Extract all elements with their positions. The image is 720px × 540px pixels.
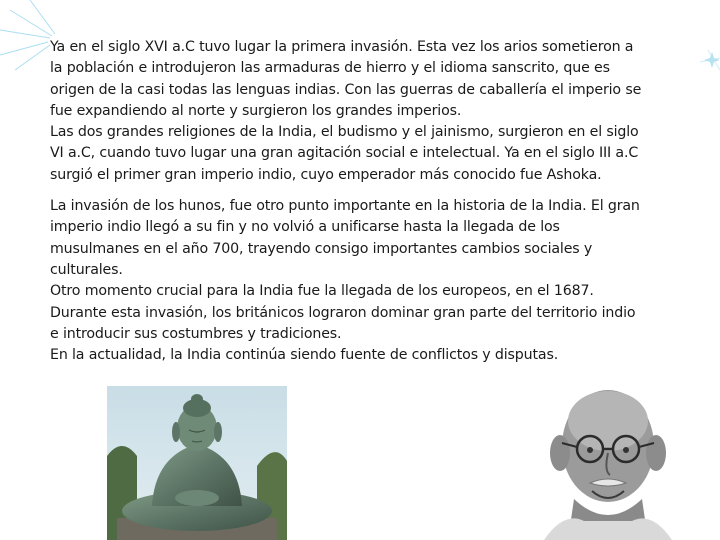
body-text: [50, 37, 690, 366]
buddha-statue-photo: [107, 386, 287, 540]
gandhi-portrait-photo: [524, 381, 688, 540]
paragraph-2: La invasión de los hunos, fue otro punto importante en la historia de la India. El gran imperio indio llegó a su fin y no volvió a unificarse hasta la llegada de los musulmanes en el año 700, trayendo consigo importantes cambios sociales y culturales. Otro momento crucial para la India fue la llegada de los europeos, en el 1687. Durante esta invasión, los británicos lograron dominar gran parte del territorio indio e introducir sus costumbres y tradiciones. En la actualidad, la India continúa siendo fuente de conflictos y disputas.: [50, 198, 640, 364]
paragraph-1: Ya en el siglo XVI a.C tuvo lugar la primera invasión. Esta vez los arios sometieron a la población e introdujeron las armaduras de hierro y el idioma sanscrito, que es origen de la casi todas las lenguas indias. Con las guerras de caballería el imperio se fue expandiendo al norte y surgieron los grandes imperios. Las dos grandes religiones de la India, el budismo y el jainismo, surgieron en el siglo VI a.C, cuando tuvo lugar una gran agitación social e intelectual. Ya en el siglo III a.C surgió el primer gran imperio indio, cuyo emperador más conocido fue Ashoka.: [50, 39, 642, 183]
